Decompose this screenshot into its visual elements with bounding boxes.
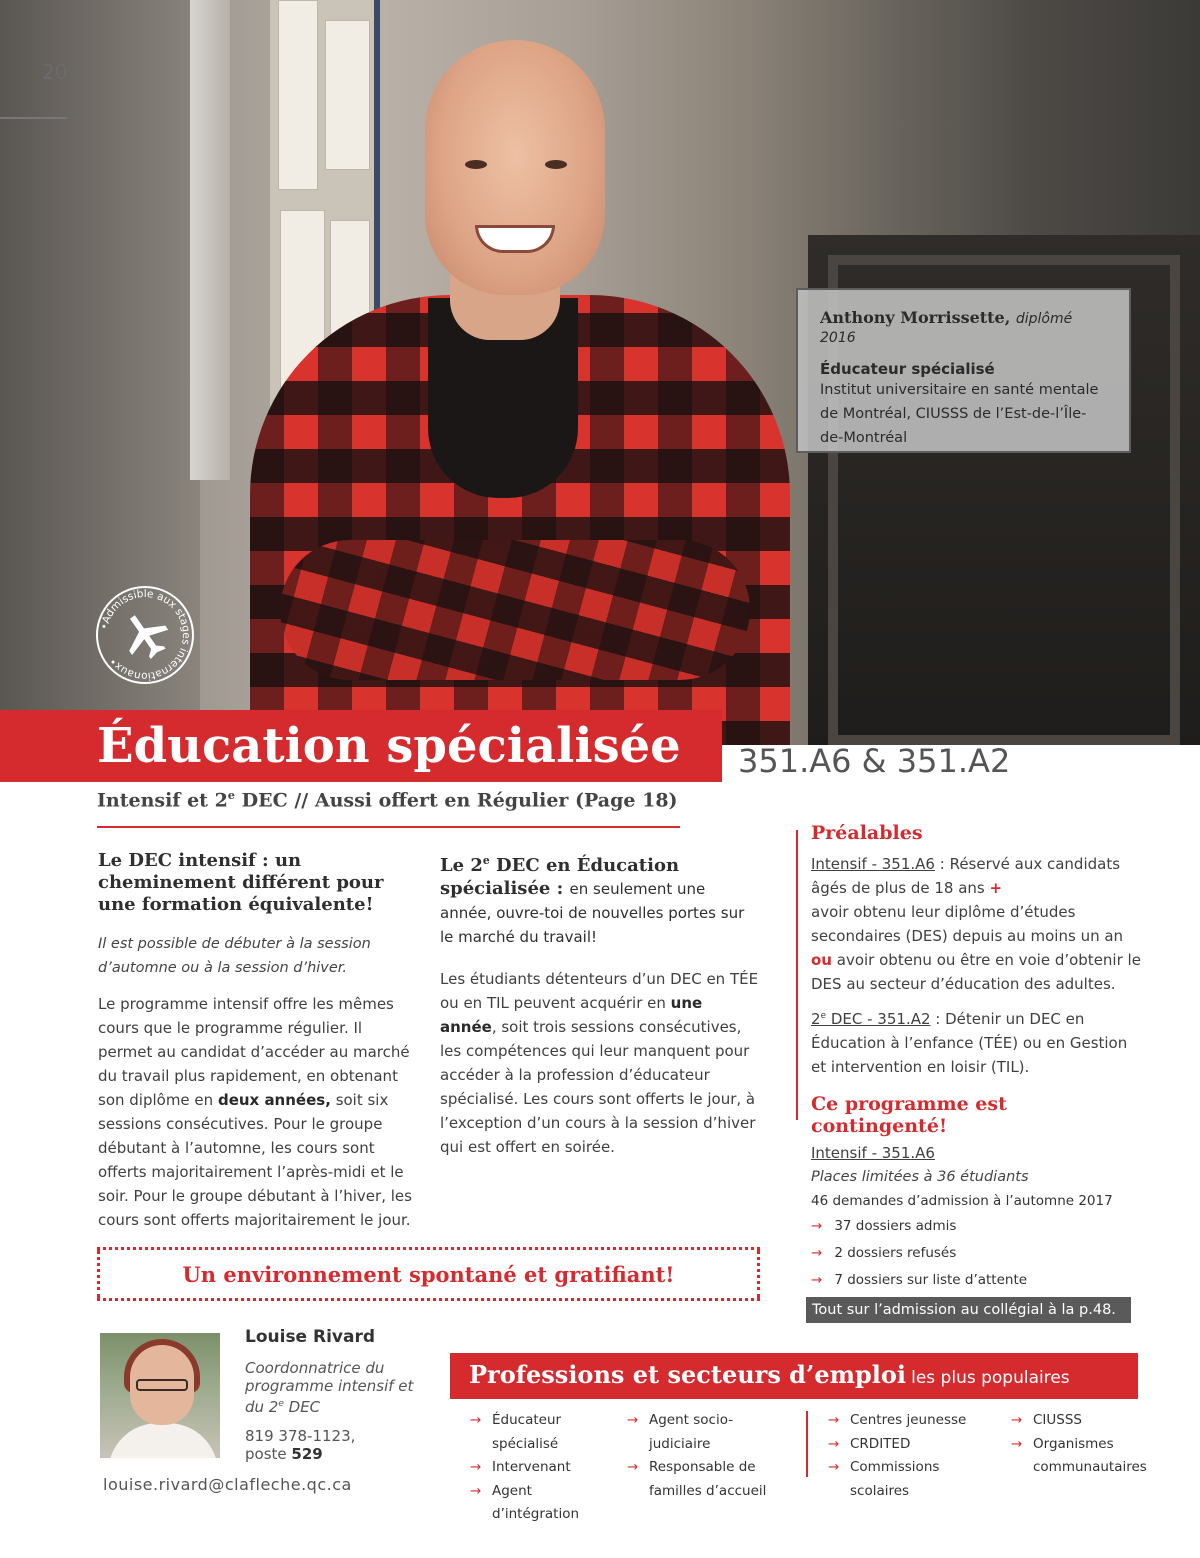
arrow-icon: → <box>828 1412 840 1428</box>
list-item <box>1011 1433 1147 1480</box>
graduate-role: Éducateur spécialisé <box>820 360 995 378</box>
environment-callout <box>97 1247 760 1301</box>
intensif-column <box>98 850 418 1232</box>
prealables-column <box>811 822 1141 1294</box>
graduate-name: Anthony Morrissette, diplômé 2016 <box>820 308 1073 346</box>
list-item: → 37 dossiers admis <box>811 1218 957 1234</box>
contact-phone: 819 378-1123, poste 529 <box>245 1427 356 1463</box>
contact-name: Louise Rivard <box>245 1327 376 1347</box>
environment-text: Un environnement spontané et gratifiant! <box>182 1262 675 1287</box>
intensif-heading: Le DEC intensif : un cheminement différent pour une formation équivalente! <box>98 850 384 915</box>
arrow-icon: → <box>811 1272 823 1288</box>
list-item: → 7 dossiers sur liste d’attente <box>811 1272 1028 1288</box>
list-item-label: Organismes communautaires <box>1033 1435 1147 1475</box>
second-dec-heading: Le 2e DEC en Éducation spécialisée : en seulement une année, ouvre-toi de nouvelles portes sur le marché du travail! <box>440 854 745 946</box>
list-item <box>627 1409 777 1456</box>
sectors-list-1 <box>828 1409 998 1503</box>
list-item-label: CRDITED <box>850 1435 911 1452</box>
contact-photo <box>100 1333 220 1458</box>
graduate-org: Institut universitaire en santé mentale de Montréal, CIUSSS de l’Est-de-l’Île-de-Montréal <box>820 382 1099 446</box>
list-item <box>1011 1409 1141 1433</box>
arrow-icon: → <box>627 1459 639 1475</box>
list-item <box>470 1409 620 1456</box>
arrow-icon: → <box>811 1218 823 1234</box>
graduate-portrait <box>240 40 800 745</box>
program-codes: 351.A6 & 351.A2 <box>738 742 1011 780</box>
intensif-text: Le programme intensif offre les mêmes cours que le programme régulier. Il permet au candidat d’accéder au marché du travail plus rapidement, en obtenant son diplôme en deux années, soit six sessions consécutives. Pour le groupe débutant à l’automne, les cours sont offerts majoritairement l’après-midi et le soir. Pour le groupe débutant à l’hiver, les cours sont offerts majoritairement le jour. <box>98 995 412 1229</box>
list-item-label: CIUSSS <box>1033 1412 1082 1428</box>
list-item <box>828 1433 998 1457</box>
program-title: Éducation spécialisée <box>97 718 681 774</box>
sectors-list-2 <box>1011 1409 1147 1480</box>
list-item <box>470 1456 620 1480</box>
prealables-rule <box>796 830 798 1120</box>
arrow-icon: → <box>470 1412 482 1428</box>
arrow-icon: → <box>1011 1435 1023 1452</box>
subtitle-rule <box>97 826 680 828</box>
list-item-label: Intervenant <box>492 1459 571 1475</box>
arrow-icon: → <box>828 1435 840 1452</box>
arrow-icon: → <box>470 1482 482 1499</box>
list-item-label: Centres jeunesse <box>850 1412 967 1428</box>
prealables-heading: Préalables <box>811 822 923 844</box>
contact-email-link[interactable]: louise.rivard@clafleche.qc.ca <box>103 1475 352 1494</box>
page-rule <box>0 117 67 119</box>
list-item-label: Éducateur spécialisé <box>492 1412 562 1452</box>
admission-note: Tout sur l’admission au collégial à la p.48. <box>806 1297 1131 1323</box>
arrow-icon: → <box>627 1412 639 1428</box>
contingent-list <box>811 1213 1141 1294</box>
prealables-intensif: Intensif - 351.A6 : Réservé aux candidats âgés de plus de 18 ans + avoir obtenu leur diplôme d’études secondaires (DES) depuis au moins un an ou avoir obtenu ou être en voie d’obtenir le DES au secteur d’éducation des adultes. <box>811 855 1141 993</box>
internship-badge <box>95 585 195 685</box>
graduate-caption <box>796 288 1131 453</box>
professions-list-2 <box>627 1409 777 1503</box>
contingent-heading: Ce programme est contingenté! <box>811 1093 1007 1137</box>
professions-rule <box>806 1411 808 1477</box>
list-item-label: Responsable de familles d’accueil <box>649 1459 767 1499</box>
arrow-icon: → <box>470 1459 482 1475</box>
prealables-second-dec: 2e DEC - 351.A2 : Détenir un DEC en Éducation à l’enfance (TÉE) ou en Gestion et intervention en loisir (TIL). <box>811 1010 1128 1076</box>
contingent-label: Intensif - 351.A6 <box>811 1144 935 1162</box>
second-dec-text: Les étudiants détenteurs d’un DEC en TÉE ou en TIL peuvent acquérir en une année, soit trois sessions consécutives, les compétences qui leur manquent pour accéder à la profession d’éducateur spécialisé. Les cours sont offerts le jour, à l’exception d’un cours à la session d’hiver qui est offert en soirée. <box>440 970 759 1156</box>
contingent-places: Places limitées à 36 étudiants <box>811 1169 1029 1185</box>
program-subtitle: Intensif et 2e DEC // Aussi offert en Régulier (Page 18) <box>97 788 678 812</box>
list-item <box>828 1409 998 1433</box>
list-item-label: Agent d’intégration <box>492 1482 580 1522</box>
list-item-label: Agent socio-judiciaire <box>649 1412 734 1452</box>
contingent-demandes: 46 demandes d’admission à l’automne 2017 <box>811 1193 1113 1209</box>
list-item <box>627 1456 777 1503</box>
contact-role: Coordonnatrice du programme intensif et du 2e DEC <box>245 1359 414 1416</box>
list-item <box>470 1480 620 1527</box>
arrow-icon: → <box>1011 1412 1023 1428</box>
list-item: → 2 dossiers refusés <box>811 1245 957 1261</box>
professions-header: Professions et secteurs d’emploi les plus populaires <box>450 1353 1138 1399</box>
second-dec-column <box>440 850 760 1159</box>
list-item-label: Commissions scolaires <box>850 1459 940 1499</box>
svg-text:•Admissible aux stages interna: •Admissible aux stages internationaux• <box>98 587 193 683</box>
professions-list-1 <box>470 1409 620 1527</box>
list-item <box>828 1456 998 1503</box>
airplane-icon <box>114 604 176 666</box>
arrow-icon: → <box>828 1459 840 1475</box>
arrow-icon: → <box>811 1245 823 1261</box>
intensif-note: Il est possible de débuter à la session d’automne ou à la session d’hiver. <box>98 936 371 976</box>
page-number: 20 <box>42 60 68 84</box>
